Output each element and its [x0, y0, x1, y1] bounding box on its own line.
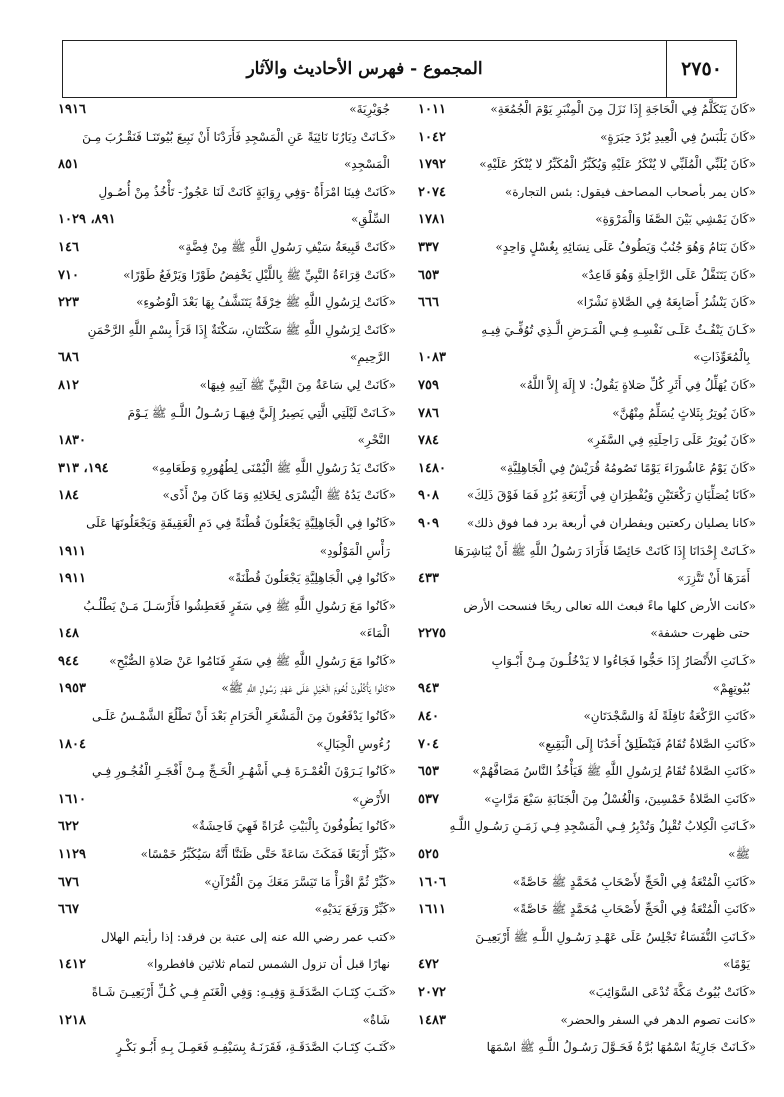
entry-text: «كَانَ يَلْبَسُ فِي الْعِيدِ بُرْدَ حِبَرَةٍ»	[600, 129, 756, 144]
index-entry	[418, 538, 756, 566]
index-entry	[58, 869, 396, 897]
entry-text: «كَتَـبَ كِتَـابَ الصَّدَقَـةِ وَفِيـهِ: وَفِي الْغَنَمِ فِـي كُـلِّ أَرْبَعِيـنَ شَـاةً	[91, 985, 396, 999]
index-entry	[58, 96, 396, 124]
index-entry	[58, 896, 396, 924]
index-entry	[418, 731, 756, 759]
entry-text: «كَانَتِ الْمُتْعَةُ فِي الْحَجِّ لأَصْحَابِ مُحَمَّدٍ ﷺ خَاصَّةً»	[512, 902, 756, 917]
entry-page-ref: ٦٢٢	[58, 819, 79, 835]
entry-page-ref: ٩٤٣	[418, 681, 439, 697]
entry-text: «كَانُوا مَعَ رَسُولِ اللَّهِ ﷺ فِي سَفَرٍ فَنَامُوا عَنْ صَلاةِ الصُّبْحِ»	[109, 653, 396, 668]
index-entry	[58, 565, 396, 593]
entry-page-ref: ١٩١١	[58, 571, 86, 587]
entry-text: السِّلْقِ»	[350, 212, 390, 227]
entry-text: «كَانَ يُهَلِّلُ فِي أَثَرِ كُلِّ صَلاةٍ يَقُولُ: لا إِلَهَ إِلاَّ اللَّهُ»	[519, 377, 756, 392]
entry-text: «كَانَ يُوتِرُ بِثَلاثٍ يُسَلِّمُ مِنْهُنَّ»	[612, 405, 756, 420]
entry-text: «كَانَتْ قَبِيعَةُ سَيْفِ رَسُولِ اللَّهِ ﷺ مِنْ فِضَّةٍ»	[178, 239, 396, 254]
entry-text: «كَانُوا يَأْكُلُونَ لُحُومَ الْخَيْلِ عَلَى عَهْدِ رَسُولِ اللَّهِ ﷺ»	[221, 681, 396, 696]
entry-text: الأَرْضِ»	[352, 791, 390, 806]
index-entry	[58, 1007, 396, 1035]
index-entry	[418, 675, 756, 703]
entry-text: «كَانَ يَمْشِي بَيْنَ الصَّفَا وَالْمَرْوَةِ»	[595, 212, 756, 227]
entry-page-ref: ١٩١٦	[58, 102, 86, 117]
entry-text: «كَانَ يُلَبِّي الْمُلَبِّي لا يُنْكَرُ عَلَيْهِ وَيُكَبِّرُ الْمُكَبِّرُ لا يُنْكَرُ عَلَيْهِ»	[479, 157, 756, 172]
index-entry	[418, 344, 756, 372]
index-entry	[58, 179, 396, 207]
index-entry	[418, 510, 756, 538]
entry-page-ref: ٧٨٦	[418, 405, 439, 421]
index-entry	[58, 289, 396, 317]
entry-text: «كَانَتْ يَدُهُ ﷺ الْيُسْرَى لِخَلائِهِ وَمَا كَانَ مِنْ أَذًى»	[162, 488, 396, 503]
entry-page-ref: ٦٦٦	[418, 295, 439, 311]
entry-text: «كَانُوا مَعَ رَسُولِ اللَّهِ ﷺ فِي سَفَرٍ فَعَطِشُوا فَأَرْسَـلَ مَـنْ يَطْلُـبُ	[83, 598, 396, 613]
entry-text: «كَبِّرْ ثُمَّ اقْرَأْ مَا تَيَسَّرَ مَعَكَ مِنَ الْقُرْآنِ»	[204, 874, 396, 889]
index-entry	[418, 289, 756, 317]
entry-text: ﷺ»	[728, 847, 750, 862]
entry-text: «كَـانَتْ لَيْلَتِي الَّتِي يَصِيرُ إِلَيَّ فِيهَـا رَسُـولُ اللَّـهِ ﷺ يَـوْمَ	[127, 405, 396, 420]
entry-text: «كتب عمر رضي الله عنه إلى عتبة بن فرقد: إذا رأيتم الهلال	[101, 929, 396, 944]
entry-text: «كَانَتْ لِرَسُولِ اللَّهِ ﷺ خِرْقَةٌ يَتَنَشَّفُ بِهَا بَعْدَ الْوُضُوءِ»	[136, 295, 396, 310]
entry-text: «كَـانَتِ الْكِلابُ تُقْبِلُ وَتُدْبِرُ فِـي الْمَسْجِدِ فِـي زَمَـنِ رَسُـولِ اللَّـهِ	[449, 819, 756, 834]
entry-text: الرَّحِيمِ»	[350, 350, 390, 365]
entry-text: «كَانَتْ لِرَسُولِ اللَّهِ ﷺ سَكْتَتَانِ، سَكْتَةٌ إِذَا قَرَأَ بِسْمِ اللَّهِ الرَّحْمَنِ	[87, 322, 396, 337]
entry-text: بِالْمُعَوِّذَاتِ»	[693, 350, 750, 365]
entry-text: الْمَسْجِدِ»	[343, 157, 390, 172]
page-title: المجموع - فهرس الأحاديث والآثار	[246, 59, 483, 79]
index-entry	[418, 565, 756, 593]
entry-page-ref: ١٧٨١	[418, 212, 446, 228]
entry-page-ref: ٢٢٧٥	[418, 626, 446, 642]
index-entry	[58, 593, 396, 621]
entry-page-ref: ٦٦٧	[58, 902, 79, 918]
entry-text: «كَانَ يَنْشُرُ أَصَابِعَهُ فِي الصَّلاةِ نَشْرًا»	[576, 295, 756, 310]
entry-text: «كَانُوا يَدْفَعُونَ مِنَ الْمَشْعَرِ الْحَرَامِ بَعْدَ أَنْ تَطْلُعَ الشَّمْـسُ عَلَـى	[91, 709, 396, 724]
entry-text: «كَانَا يُصَلِّيَانِ رَكْعَتَيْنِ وَيُفْطِرَانِ فِي أَرْبَعَةِ بُرُدٍ فَمَا فَوْقَ ذَلِكَ»	[466, 488, 756, 503]
entry-page-ref: ٦٧٦	[58, 874, 79, 890]
entry-text: «كَانُوا يَـرَوْنَ الْعُمْـرَةَ فِـي أَشْهُـرِ الْحَـجِّ مِـنْ أَفْجَـرِ الْفُجُـورِ فِـي	[91, 764, 396, 779]
entry-text: «كَـانَتِ الأَنْصَارُ إِذَا حَجُّوا فَجَاءُوا لا يَدْخُلُـونَ مِـنْ أَبْـوَابِ	[491, 653, 756, 668]
entry-page-ref: ٨٩١، ١٠٢٩	[58, 212, 116, 228]
index-entry	[58, 344, 396, 372]
entry-text: «كَانَ يَوْمُ عَاشُورَاءَ يَوْمًا تَصُومُهُ قُرَيْشٌ فِي الْجَاهِلِيَّةِ»	[499, 460, 756, 475]
index-entry	[58, 372, 396, 400]
index-entry	[418, 1034, 756, 1062]
entry-text: جُوَيْرِيَةَ»	[349, 102, 390, 116]
entry-text: «كَانَ يَتَكَلَّمُ فِي الْحَاجَةِ إِذَا نَزَلَ مِنَ الْمِنْبَرِ يَوْمَ الْجُمُعَةِ»	[490, 102, 756, 116]
entry-page-ref: ٧١٠	[58, 267, 79, 283]
entry-page-ref: ٦٥٣	[418, 764, 439, 780]
entry-text: «كَانُوا فِي الْجَاهِلِيَّةِ يَجْعَلُونَ قُطْنَةً فِي دَمِ الْعَقِيقَةِ وَيَجْعَلُونَهَا عَلَى	[86, 515, 396, 530]
entry-page-ref: ١١٢٩	[58, 847, 86, 863]
entry-page-ref: ٧٥٩	[418, 377, 439, 393]
index-entry	[418, 206, 756, 234]
entry-text: «كانا يصليان ركعتين ويفطران في أربعة برد فما فوق ذلك»	[466, 515, 756, 530]
index-entry	[58, 400, 396, 428]
index-entry	[418, 179, 756, 207]
index-entry	[418, 786, 756, 814]
entry-text: النَّحْرِ»	[357, 433, 390, 448]
index-entry	[58, 124, 396, 152]
entry-page-ref: ١٦٠٦	[418, 874, 446, 890]
index-entry	[418, 400, 756, 428]
entry-text: رُءُوسِ الْجِبَالِ»	[316, 736, 390, 751]
index-entry	[58, 620, 396, 648]
index-entry	[418, 703, 756, 731]
entry-page-ref: ٨٤٠	[418, 709, 439, 725]
index-entry	[58, 648, 396, 676]
index-column-left	[58, 96, 396, 1062]
entry-text: نهارًا قبل أن تزول الشمس لتمام ثلاثين فافطروا»	[146, 957, 390, 972]
page-number: ٢٧٥٠	[666, 41, 736, 97]
index-entry	[58, 538, 396, 566]
entry-text: «كَانَ يَتَنَفَّلُ عَلَى الرَّاحِلَةِ وَهُوَ قَاعِدٌ»	[581, 267, 756, 282]
entry-page-ref: ١٩٤، ٣١٣	[58, 460, 109, 476]
entry-page-ref: ٦٥٣	[418, 267, 439, 283]
entry-text: «كَانَتْ يَدُ رَسُولِ اللَّهِ ﷺ الْيُمْنَى لِطُهُورِهِ وَطَعَامِهِ»	[151, 460, 396, 475]
entry-page-ref: ٨١٢	[58, 377, 79, 393]
index-entry	[418, 869, 756, 897]
entry-page-ref: ٩٤٤	[58, 653, 79, 669]
entry-text: «كَـانَتِ النُّفَسَاءُ تَجْلِسُ عَلَى عَهْـدِ رَسُـولِ اللَّـهِ ﷺ أَرْبَعِيـنَ	[475, 929, 756, 944]
entry-text: «كَانَتِ الصَّلاةُ خَمْسِينَ، وَالْغُسْلُ مِنَ الْجَنَابَةِ سَبْعَ مَرَّاتٍ»	[484, 791, 756, 806]
entry-page-ref: ٥٢٥	[418, 847, 439, 863]
index-entry	[418, 951, 756, 979]
entry-page-ref: ١٨٠٤	[58, 736, 86, 752]
entry-text: الْمَاءَ»	[359, 626, 390, 641]
entry-text: «كانت الأرض كلها ماءً فبعث الله تعالى ريحًا فنسحت الأرض	[463, 598, 756, 613]
entry-page-ref: ٦٨٦	[58, 350, 79, 366]
index-entry	[418, 813, 756, 841]
index-entry	[418, 979, 756, 1007]
index-entry	[418, 758, 756, 786]
index-entry	[58, 703, 396, 731]
index-entry	[418, 455, 756, 483]
entry-page-ref: ٥٣٧	[418, 791, 439, 807]
entry-page-ref: ٢٠٧٢	[418, 985, 446, 1000]
entry-text: «كَـانَتْ جَارِيَةٌ اسْمُهَا بُرَّةُ فَحَـوَّلَ رَسُـولُ اللَّـهِ ﷺ اسْمَهَا	[486, 1040, 756, 1055]
entry-text: «كَانَتْ قِرَاءَةُ النَّبِيِّ ﷺ بِاللَّيْلِ يَخْفِضُ طَوْرًا وَيَرْفَعُ طَوْرًا»	[123, 267, 396, 282]
entry-text: «كَانَتْ فِينَا امْرَأَةٌ -وَفِي رِوَايَةٍ كَانَتْ لَنَا عَجُوزٌ- تَأْخُذُ مِنْ أُصُـولِ	[98, 184, 396, 199]
index-entry	[58, 979, 396, 1007]
index-entry	[418, 124, 756, 152]
entry-page-ref: ١٤٦	[58, 239, 79, 255]
entry-text: «كَانَتِ الصَّلاةُ تُقَامُ فَيَنْطَلِقُ أَحَدُنَا إِلَى الْبَقِيعِ»	[538, 736, 756, 751]
entry-text: «كَبِّرْ أَرْبَعًا فَمَكَثَ سَاعَةً حَتَّى ظَنَنَّا أَنَّهُ سَيُكَبِّرُ خَمْسًا»	[140, 847, 396, 862]
entry-text: «كَانَتِ الصَّلاةُ تُقَامُ لِرَسُولِ اللَّهِ ﷺ فَيَأْخُذُ النَّاسُ مَصَافَّهُمْ»	[472, 764, 756, 779]
index-entry	[418, 593, 756, 621]
entry-page-ref: ٢٠٧٤	[418, 184, 446, 200]
index-entry	[418, 1007, 756, 1035]
index-entry	[418, 317, 756, 345]
entry-text: «كانت تصوم الدهر في السفر والحضر»	[560, 1012, 756, 1027]
entry-text: يَوْمًا»	[723, 957, 750, 972]
index-entry	[58, 841, 396, 869]
entry-text: «كَبِّرْ وَرَفَعَ يَدَيْهِ»	[314, 902, 396, 917]
index-entry	[58, 427, 396, 455]
entry-page-ref: ٧٠٤	[418, 736, 439, 752]
index-entry	[418, 151, 756, 179]
entry-text: «كَـانَتْ إِحْدَانَا إِذَا كَانَتْ حَائِضًا فَأَرَادَ رَسُولُ اللَّهِ ﷺ أَنْ يُبَاشِرَهَا	[454, 543, 756, 558]
index-entry	[58, 234, 396, 262]
index-entry	[58, 455, 396, 483]
index-entry	[58, 1034, 396, 1062]
index-entry	[58, 951, 396, 979]
entry-page-ref: ٣٣٧	[418, 239, 439, 255]
entry-text: شَاةٌ»	[362, 1012, 390, 1027]
entry-text: «كَانَتْ لِي سَاعَةٌ مِنَ النَّبِيِّ ﷺ آتِيهِ فِيهَا»	[199, 377, 396, 392]
entry-text: رَأْسِ الْمَوْلُودِ»	[319, 543, 390, 558]
index-entry	[418, 262, 756, 290]
entry-page-ref: ٩٠٨	[418, 488, 439, 504]
entry-page-ref: ٧٨٤	[418, 433, 439, 449]
entry-page-ref: ١٤٨٣	[418, 1012, 446, 1028]
entry-page-ref: ٤٣٣	[418, 571, 439, 587]
index-entry	[58, 482, 396, 510]
entry-page-ref: ٨٥١	[58, 157, 79, 173]
index-entry	[58, 786, 396, 814]
index-entry	[58, 317, 396, 345]
entry-text: أَمَرَهَا أَنْ تَتَّزِرَ»	[677, 571, 750, 586]
index-entry	[58, 813, 396, 841]
entry-page-ref: ١٤١٢	[58, 957, 86, 973]
entry-page-ref: ١٤٨٠	[418, 460, 446, 476]
index-entry	[418, 841, 756, 869]
index-entry	[58, 510, 396, 538]
index-entry	[418, 234, 756, 262]
index-entry	[58, 151, 396, 179]
entry-page-ref: ٤٧٢	[418, 957, 439, 973]
entry-page-ref: ١٢١٨	[58, 1012, 86, 1028]
entry-page-ref: ١٧٩٢	[418, 157, 446, 173]
entry-page-ref: ١٨٤	[58, 488, 79, 504]
entry-text: «كَانُوا فِي الْجَاهِلِيَّةِ يَجْعَلُونَ قُطْنَةً»	[227, 571, 396, 586]
index-entry	[418, 372, 756, 400]
entry-page-ref: ٢٢٣	[58, 295, 79, 311]
entry-text: «كَانَتْ بُيُوتُ مَكَّةَ تُدْعَى السَّوَائِبَ»	[588, 985, 756, 999]
index-column-right	[418, 96, 756, 1062]
entry-text: «كَانُوا يَطُوفُونَ بِالْبَيْتِ عُرَاةً فَهِيَ فَاحِشَةٌ»	[191, 819, 396, 834]
index-entry	[58, 206, 396, 234]
entry-page-ref: ١٠٨٣	[418, 350, 446, 366]
entry-text: «كَـانَتْ دِيَارُنَا نَائِيَةً عَنِ الْمَسْجِدِ فَأَرَدْنَا أَنْ نَبِيعَ بُيُوتَنَـا فَنَقْـرُبَ مِـنَ	[82, 129, 396, 144]
index-entry	[418, 96, 756, 124]
entry-page-ref: ١٠١١	[418, 102, 446, 117]
index-entry	[58, 924, 396, 952]
entry-text: «كَـانَ يَنْفُـثُ عَلَـى نَفْسِـهِ فِـي الْمَـرَضِ الَّـذِي تُوُفِّـيَ فِيـهِ	[481, 322, 756, 337]
entry-page-ref: ١٠٤٢	[418, 129, 446, 145]
entry-text: «كَانَ يُوتِرُ عَلَى رَاحِلَتِهِ فِي السَّفَرِ»	[586, 433, 756, 448]
entry-text: «كَانَ يَنَامُ وَهُوَ جُنُبٌ وَيَطُوفُ عَلَى نِسَائِهِ بِغُسْلٍ وَاحِدٍ»	[495, 239, 756, 254]
entry-page-ref: ١٤٨	[58, 626, 79, 642]
index-entry	[418, 482, 756, 510]
index-entry	[418, 896, 756, 924]
entry-text: حتى ظهرت حشفة»	[650, 626, 750, 641]
entry-page-ref: ١٨٣٠	[58, 433, 86, 449]
index-entry	[418, 648, 756, 676]
index-entry	[418, 620, 756, 648]
entry-text: «كَانَتِ الرَّكْعَةُ نَافِلَةً لَهُ وَالسَّجْدَتَانِ»	[583, 709, 756, 724]
index-entry	[58, 731, 396, 759]
index-entry	[58, 675, 396, 703]
entry-text: «كان يمر بأصحاب المصاحف فيقول: بئس التجارة»	[504, 184, 756, 199]
entry-text: بُيُوتِهِمْ»	[712, 681, 750, 696]
entry-text: «كَتَـبَ كِتَـابَ الصَّدَقَـةِ، فَقَرَنَـهُ بِسَيْفِـهِ فَعَمِـلَ بِـهِ أَبُـو بَكْـرٍ	[116, 1040, 396, 1055]
entry-page-ref: ١٦١٠	[58, 791, 86, 807]
entry-page-ref: ١٩١١	[58, 543, 86, 559]
index-entry	[418, 924, 756, 952]
index-entry	[418, 427, 756, 455]
index-entry	[58, 262, 396, 290]
entry-text: «كَانَتِ الْمُتْعَةُ فِي الْحَجِّ لأَصْحَابِ مُحَمَّدٍ ﷺ خَاصَّةً»	[512, 874, 756, 889]
entry-page-ref: ١٩٥٣	[58, 681, 86, 697]
index-entry	[58, 758, 396, 786]
page-header	[62, 40, 737, 98]
entry-page-ref: ١٦١١	[418, 902, 446, 918]
entry-page-ref: ٩٠٩	[418, 515, 439, 531]
